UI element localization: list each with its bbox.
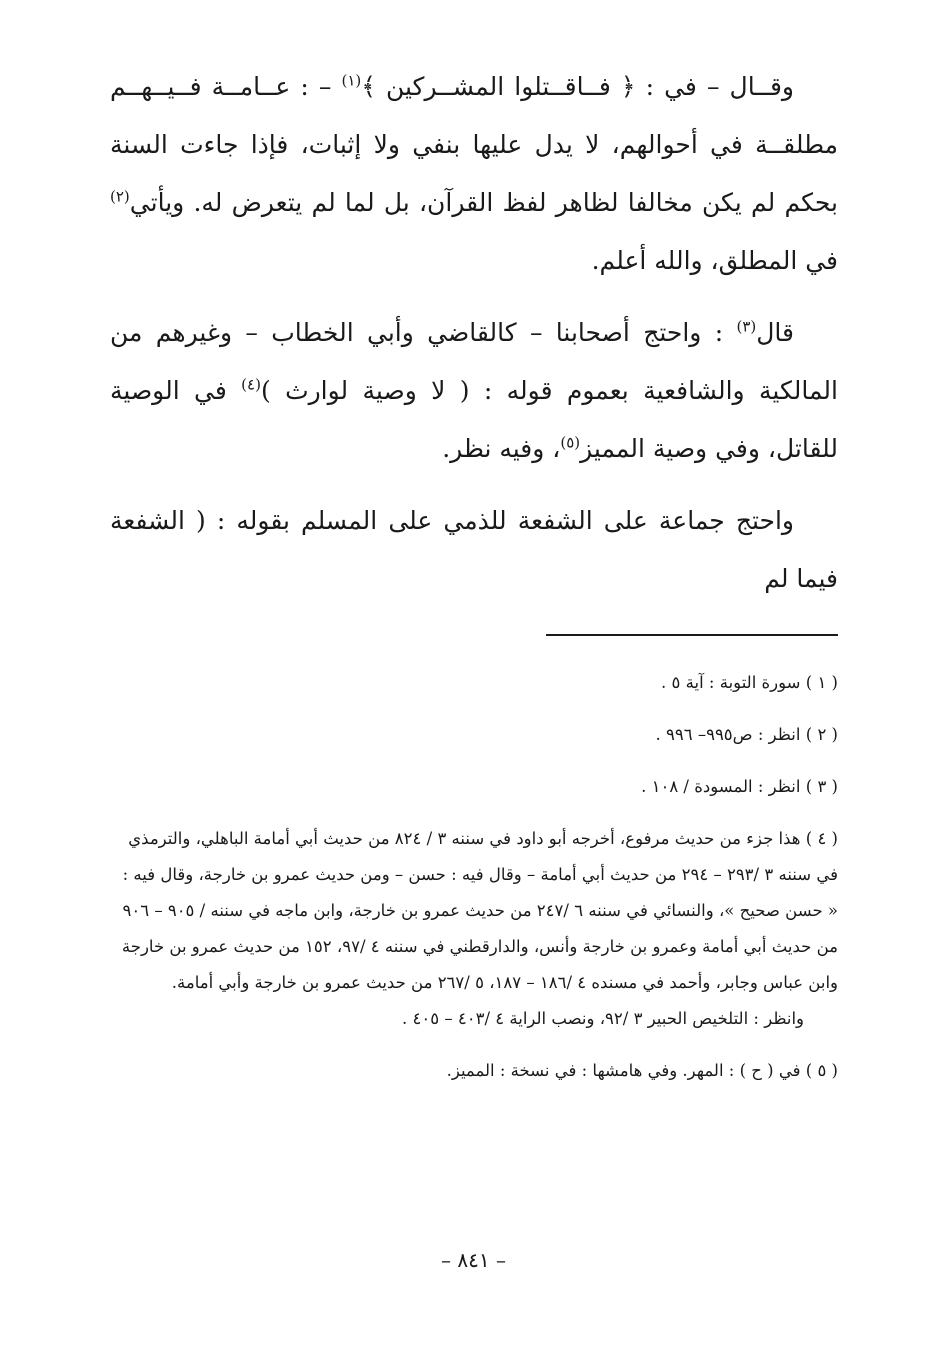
para2-part-c: في الوصية للقاتل، وفي وصية المميز xyxy=(110,376,838,463)
footnote-4-continuation xyxy=(110,1001,838,1037)
footnote-number: ( ٣ ) xyxy=(805,777,838,796)
main-paragraph-2 xyxy=(110,304,838,478)
main-paragraph-1 xyxy=(110,58,838,290)
footnote-ref-4: (٤) xyxy=(241,375,261,394)
footnote-separator xyxy=(546,634,838,636)
footnote-3 xyxy=(110,769,838,805)
main-paragraph-3 xyxy=(110,492,838,608)
page-number: – ٨٤١ – xyxy=(441,1248,506,1272)
footnote-number: ( ١ ) xyxy=(805,673,838,692)
footnote-4 xyxy=(110,821,838,1001)
para2-part-b: : واحتج أصحابنا – كالقاضي وأبي الخطاب – وغيرهم من المالكية والشافعية بعموم قوله : ( لا وصية لوارث ) xyxy=(110,318,838,405)
footnote-text: انظر : ص٩٩٥– ٩٩٦ . xyxy=(655,725,801,744)
footnote-number: ( ٢ ) xyxy=(805,725,838,744)
footnote-number: ( ٥ ) xyxy=(805,1061,838,1080)
para3-part-a: واحتج جماعة على الشفعة للذمي على المسلم بقوله : ( الشفعة فيما لم xyxy=(110,506,838,593)
footnote-2 xyxy=(110,717,838,753)
para2-part-d: ، وفيه نظر. xyxy=(442,434,561,463)
footnote-ref-3: (٣) xyxy=(736,317,757,336)
footnote-text: وانظر : التلخيص الحبير ٣ /٩٢، ونصب الراية ٤ /٤٠٣ – ٤٠٥ . xyxy=(402,1009,804,1028)
para2-part-a: قال xyxy=(756,318,794,347)
footnote-text: هذا جزء من حديث مرفوع، أخرجه أبو داود في سننه ٣ / ٨٢٤ من حديث أبي أمامة الباهلي، والترمذي في سننه ٣ /٢٩٣ – ٢٩٤ من حديث أبي أمامة – وقال فيه : حسن – ومن حديث عمرو بن خارجة، وقال فيه : « حسن صحيح »، والنسائي في سننه ٦ /٢٤٧ من حديث عمرو بن خارجة، وابن ماجه في سننه / ٩٠٥ – ٩٠٦ من حديث أبي أمامة وعمرو بن خارجة وأنس، والدارقطني في سننه ٤ /٩٧، ١٥٢ من حديث عمرو بن خارجة وابن عباس وجابر، وأحمد في مسنده ٤ /١٨٦ – ١٨٧، ٥ /٢٦٧ من حديث عمرو بن خارجة وأبي أمامة. xyxy=(121,829,838,992)
footnote-ref-5: (٥) xyxy=(560,433,581,452)
page-body xyxy=(110,58,838,1105)
footnote-text: في ( ح ) : المهر. وفي هامشها : في نسخة : المميز. xyxy=(446,1061,801,1080)
footnote-ref-2: (٢) xyxy=(110,187,130,206)
footnote-number: ( ٤ ) xyxy=(805,829,838,848)
footnote-ref-1: (١) xyxy=(341,71,362,90)
para1-part-b: – : عــامــة فــيــهــم مطلقــة في أحوالهم، لا يدل عليها بنفي ولا إثبات، فإذا جاءت السنة بحكم لم يكن مخالفا لظاهر لفظ القرآن، بل لما لم يتعرض له. ويأتي xyxy=(110,72,838,217)
para1-part-a: وقــال – في : ﴿ فــاقــتلوا المشــركين ﴾ xyxy=(361,72,794,101)
footnote-text: سورة التوبة : آية ٥ . xyxy=(661,673,801,692)
para1-part-c: في المطلق، والله أعلم. xyxy=(591,246,838,275)
footnotes xyxy=(110,665,838,1089)
footnote-1 xyxy=(110,665,838,701)
footnote-text: انظر : المسودة / ١٠٨ . xyxy=(641,777,801,796)
footnote-5 xyxy=(110,1053,838,1089)
